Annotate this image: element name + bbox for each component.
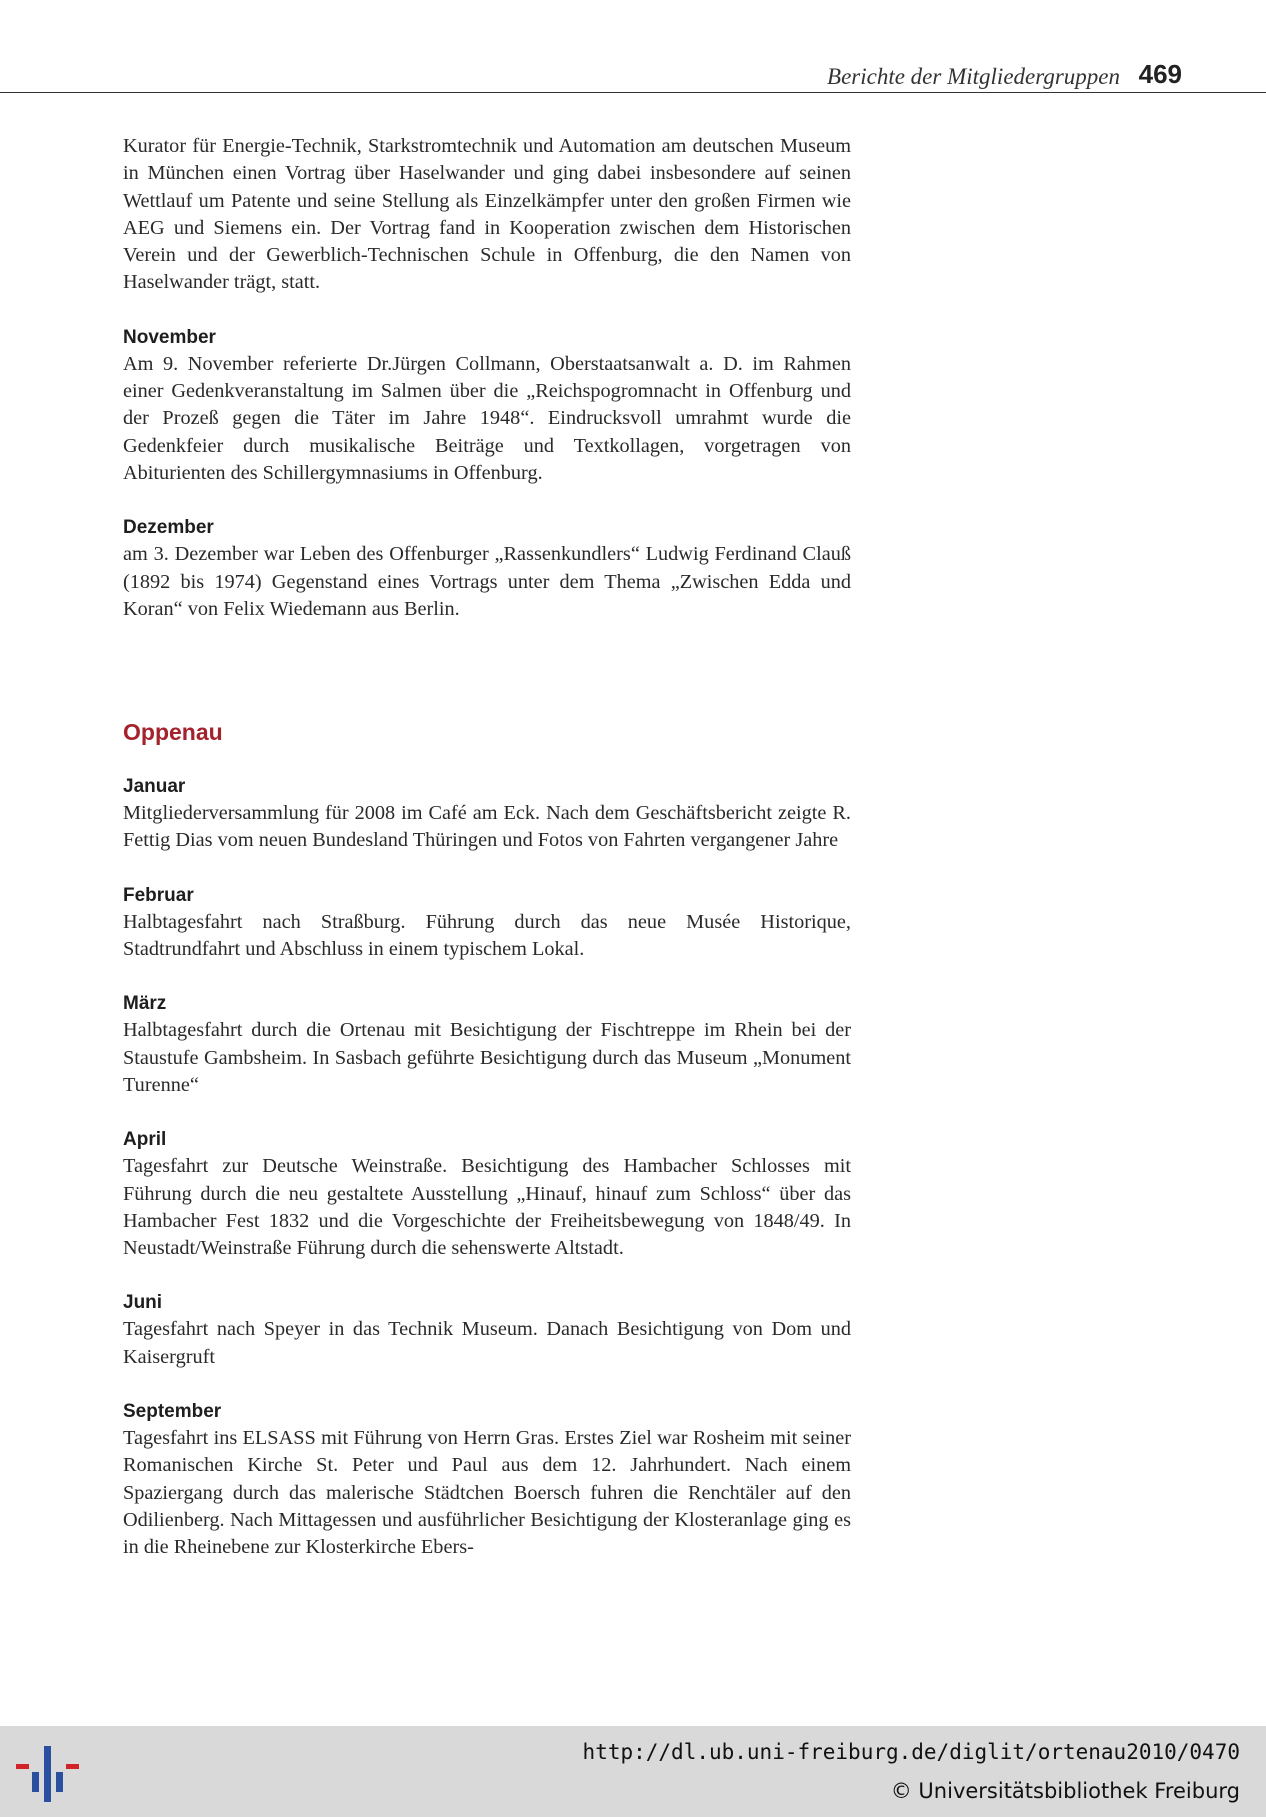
- library-footer: [0, 1726, 1266, 1817]
- entry-maerz: [123, 990, 851, 1099]
- month-heading: April: [123, 1129, 167, 1151]
- entry-paragraph: Halbtagesfahrt nach Straßburg. Führung durch das neue Musée Historique, Stadtrundfahrt und Abschluss in einem typischem Lokal.: [123, 910, 851, 961]
- entry-paragraph: am 3. Dezember war Leben des Offenburger „Rassenkundlers“ Ludwig Ferdinand Clauß (1892 bis 1974) Gegenstand eines Vortrags unter dem Thema „Zwischen Edda und Koran“ von Felix Wiedemann aus Berlin.: [123, 543, 851, 620]
- entry-januar: [123, 773, 851, 855]
- intro-block: [123, 133, 851, 297]
- month-heading: Februar: [123, 884, 194, 906]
- entry-juni: [123, 1289, 851, 1371]
- entry-november: [123, 324, 851, 487]
- month-heading: September: [123, 1401, 222, 1423]
- source-url-link[interactable]: http://dl.ub.uni-freiburg.de/diglit/ortenau2010/0470: [582, 1740, 1240, 1764]
- entry-paragraph: Tagesfahrt nach Speyer in das Technik Museum. Danach Besichtigung von Dom und Kaisergruft: [123, 1318, 851, 1368]
- ub-freiburg-logo-icon: [16, 1742, 80, 1806]
- entry-paragraph: Tagesfahrt zur Deutsche Weinstraße. Besichtigung des Hambacher Schlosses mit Führung durch die neu gestaltete Ausstellung „Hinauf, hinauf zum Schloss“ über das Hambacher Fest 1832 und die Vorgeschichte der Freiheitsbewegung von 1848/49. In Neustadt/Weinstraße Führung durch die sehenswerte Altstadt.: [123, 1155, 851, 1260]
- month-heading: Dezember: [123, 517, 214, 539]
- entry-dezember: [123, 514, 851, 623]
- entry-februar: [123, 882, 851, 964]
- month-heading: November: [123, 326, 216, 348]
- month-heading: März: [123, 993, 167, 1015]
- entry-paragraph: Mitgliederversammlung für 2008 im Café am Eck. Nach dem Geschäftsbericht zeigte R. Fettig Dias vom neuen Bundesland Thüringen und Fotos von Fahrten vergangener Jahre: [123, 802, 851, 852]
- page-body: [123, 133, 851, 1589]
- copyright-notice: © Universitätsbibliothek Freiburg: [890, 1779, 1240, 1803]
- running-header: [0, 56, 1266, 93]
- month-heading: Juni: [123, 1292, 163, 1314]
- month-heading: Januar: [123, 776, 186, 798]
- entry-paragraph: Tagesfahrt ins ELSASS mit Führung von Herrn Gras. Erstes Ziel war Rosheim mit seiner Romanischen Kirche St. Peter und Paul aus dem 12. Jahrhundert. Nach einem Spaziergang durch das malerische Städtchen Boersch fuhren die Renchtäler auf den Odilienberg. Nach Mittagessen und ausführlicher Besichtigung der Klosteranlage ging es in die Rheinebene zur Klosterkirche Ebers-: [123, 1427, 851, 1559]
- entry-paragraph: Halbtagesfahrt durch die Ortenau mit Besichtigung der Fischtreppe im Rhein bei der Staustufe Gambsheim. In Sasbach geführte Besichtigung durch das Museum „Monument Turenne“: [123, 1019, 851, 1096]
- section-title-oppenau: Oppenau: [123, 719, 223, 746]
- entry-april: [123, 1126, 851, 1262]
- running-title: Berichte der Mitgliedergruppen: [827, 64, 1120, 89]
- entry-paragraph: Am 9. November referierte Dr.Jürgen Collmann, Oberstaatsanwalt a. D. im Rahmen einer Gedenkveranstaltung im Salmen über die „Reichspogromnacht in Offenburg und der Prozeß gegen die Täter im Jahre 1948“. Eindrucksvoll umrahmt wurde die Gedenkfeier durch musikalische Beiträge und Textkollagen, vorgetragen von Abiturienten des Schillergymnasiums in Offenburg.: [123, 352, 851, 484]
- page-number: 469: [1138, 59, 1182, 89]
- intro-paragraph: Kurator für Energie-Technik, Starkstromtechnik und Automation am deutschen Museum in München einen Vortrag über Haselwander und ging dabei insbesondere auf seinen Wettlauf um Patente und seine Stellung als Einzelkämpfer unter den großen Firmen wie AEG und Siemens ein. Der Vortrag fand in Kooperation zwischen dem Historischen Verein und der Gewerblich-Technischen Schule in Offenburg, die den Namen von Haselwander trägt, statt.: [123, 135, 851, 294]
- entry-september: [123, 1398, 851, 1561]
